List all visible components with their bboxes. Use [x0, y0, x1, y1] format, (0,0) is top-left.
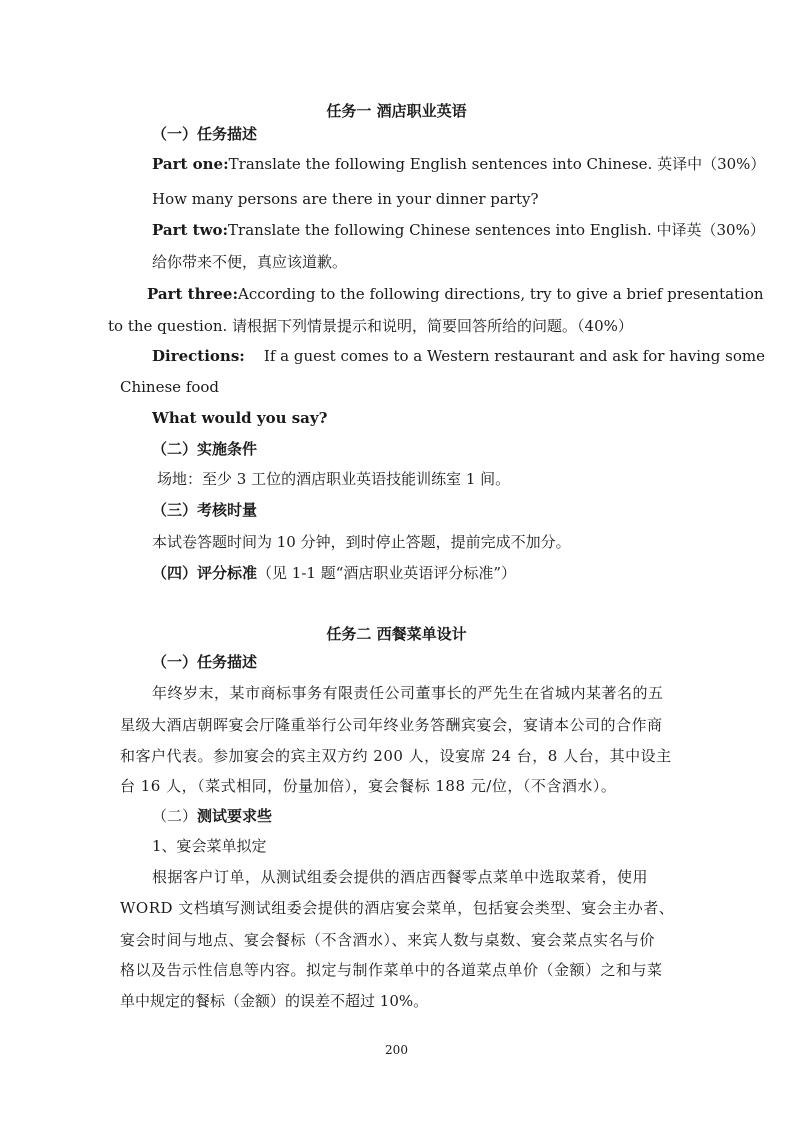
task2-para2-line2: WORD 文档填写测试组委会提供的酒店宴会菜单，包括宴会类型、宴会主办者、	[120, 899, 675, 917]
task1-title: 任务一 酒店职业英语	[326, 102, 467, 120]
task2-para1-line4: 台 16 人，（菜式相同，份量加倍），宴会餐标 188 元/位，（不含酒水）。	[120, 777, 617, 795]
part-three-text-2: to the question. 请根据下列情景提示和说明，简要回答所给的问题。（40%）	[108, 317, 633, 335]
task2-section1-heading: （一）任务描述	[152, 653, 258, 671]
directions-text-2: Chinese food	[120, 378, 220, 396]
task2-para2-line5: 单中规定的餐标（金额）的误差不超过 10%。	[120, 992, 429, 1010]
page-number: 200	[385, 1043, 408, 1057]
part-one-label: Part one:	[152, 155, 229, 173]
part-two-sentence: 给你带来不便，真应该道歉。	[152, 253, 348, 271]
part-three-line1	[147, 284, 764, 304]
task1-section4-line	[152, 563, 516, 583]
part-one-line	[152, 154, 765, 174]
task1-section4-heading: （四）评分标准	[152, 564, 258, 582]
task2-para1-line2: 星级大酒店朝晖宴会厅隆重举行公司年终业务答酬宾宴会，宴请本公司的合作商	[120, 716, 663, 734]
task1-section3-text: 本试卷答题时间为 10 分钟，到时停止答题，提前完成不加分。	[152, 533, 571, 551]
task1-section3-heading: （三）考核时量	[152, 501, 258, 519]
task2-para2-line1: 根据客户订单，从测试组委会提供的酒店西餐零点菜单中选取菜肴，使用	[152, 868, 649, 886]
part-one-text: Translate the following English sentences into Chinese. 英译中（30%）	[228, 155, 766, 173]
task2-section2-line	[152, 806, 272, 826]
task2-para2-line3: 宴会时间与地点、宴会餐标（不含酒水）、来宾人数与桌数、宴会菜点实名与价	[120, 931, 656, 949]
task2-para1-line1: 年终岁末，某市商标事务有限责任公司董事长的严先生在省城内某著名的五	[152, 684, 664, 702]
directions-line1	[152, 346, 765, 366]
question: What would you say?	[152, 409, 328, 427]
task1-section2-text: 场地：至少 3 工位的酒店职业英语技能训练室 1 间。	[157, 470, 511, 488]
directions-text-1: If a guest comes to a Western restaurant and ask for having some	[263, 347, 765, 365]
task1-section4-text: （见 1-1 题“酒店职业英语评分标准”）	[257, 564, 517, 582]
task1-section1-heading: （一）任务描述	[152, 125, 258, 143]
task1-section2-heading: （二）实施条件	[152, 440, 258, 458]
task2-section2-prefix: （二）	[152, 807, 198, 825]
part-one-sentence: How many persons are there in your dinner party?	[152, 190, 539, 208]
part-three-text-1: According to the following directions, try to give a brief presentation	[238, 285, 764, 303]
part-two-text: Translate the following Chinese sentences into English. 中译英（30%）	[228, 221, 765, 239]
part-three-label: Part three:	[147, 285, 239, 303]
task2-item1: 1、宴会菜单拟定	[152, 837, 267, 855]
directions-label: Directions:	[152, 347, 245, 365]
task2-section2-heading: 测试要求些	[197, 807, 273, 825]
part-two-label: Part two:	[152, 221, 229, 239]
part-two-line	[152, 220, 765, 240]
task2-para2-line4: 格以及告示性信息等内容。拟定与制作菜单中的各道菜点单价（金额）之和与菜	[120, 961, 663, 979]
task2-para1-line3: 和客户代表。参加宴会的宾主双方约 200 人，设宴席 24 台，8 人台，其中设主	[120, 747, 672, 765]
task2-title: 任务二 西餐菜单设计	[326, 625, 467, 643]
